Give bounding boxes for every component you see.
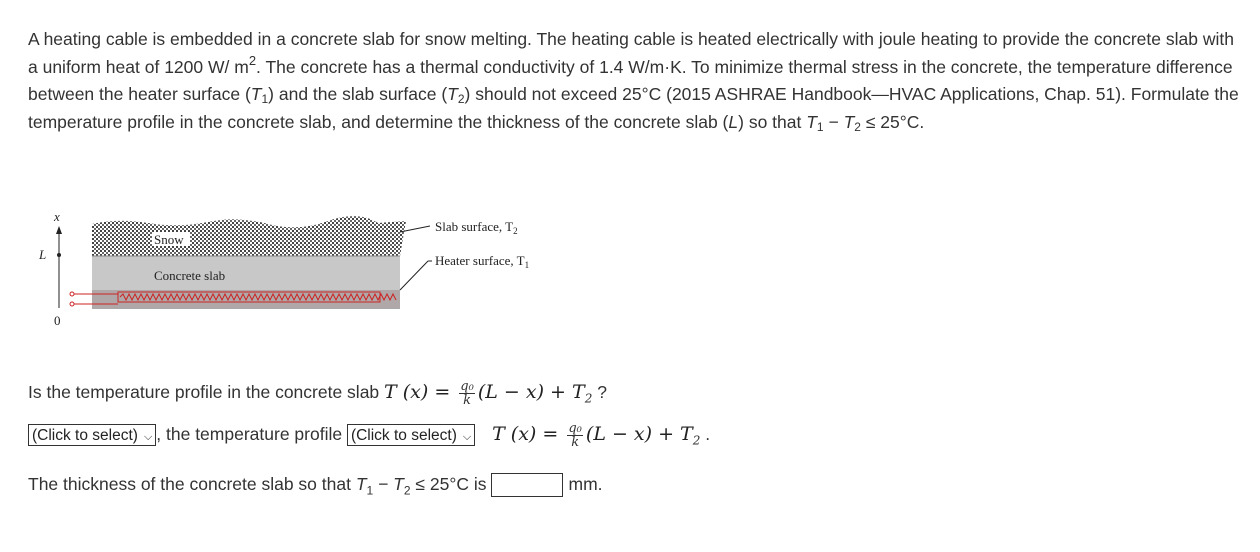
unit-exponent: 2 xyxy=(248,52,257,68)
problem-text-2: . The concrete has a thermal conductivity of 1.4 W/m·K. To minimize thermal stress in the concrete, the temperature difference between the heater surface ( xyxy=(28,56,1233,104)
question-2-middle: , the temperature profile xyxy=(156,424,347,444)
answer-select-2-value: (Click to select) xyxy=(350,427,457,445)
heater-surface-label: Heater surface, $T_1$ xyxy=(435,253,530,270)
x-axis-label: x xyxy=(54,210,60,224)
zero-axis-label: 0 xyxy=(54,313,61,328)
question-3-rest: ≤ 25°C is xyxy=(410,474,487,494)
cond-minus: − xyxy=(823,111,844,132)
l-variable: L xyxy=(728,111,739,132)
question-3-t2-subscript: 2 xyxy=(403,483,411,498)
snow-layer xyxy=(92,216,406,256)
question-3-t1-subscript: 1 xyxy=(366,483,374,498)
t1-variable: T xyxy=(250,84,262,104)
question-1-lhs: T (x) = xyxy=(384,381,457,403)
t2-variable: T xyxy=(447,84,458,104)
question-3-prefix: The thickness of the concrete slab so that xyxy=(28,474,356,494)
question-3-minus: − xyxy=(373,474,394,494)
l-axis-label: L xyxy=(39,247,47,262)
question-2-suffix: . xyxy=(700,424,711,444)
cond-t2: T xyxy=(843,111,855,132)
l-tick-dot xyxy=(57,253,61,257)
question-3-t2: T xyxy=(393,474,404,494)
question-2 xyxy=(28,420,710,448)
x-axis-arrow-icon xyxy=(56,226,62,234)
problem-statement xyxy=(28,26,1243,136)
problem-text-1: A heating cable is embedded in a concrete slab for snow melting. The heating cable is heated electrically with joule heating to provide the concrete slab with a uniform heat of 1200 W/ m xyxy=(28,29,1234,77)
question-1-fraction xyxy=(459,380,475,407)
question-2-lhs: T (x) = xyxy=(492,423,565,445)
fraction-denominator: k xyxy=(571,434,580,450)
cond-t1-subscript: 1 xyxy=(816,119,824,134)
terminal-bottom-icon xyxy=(70,302,74,306)
slab-diagram-svg xyxy=(28,210,588,340)
answer-select-1-value: (Click to select) xyxy=(32,427,138,445)
concrete-slab-label: Concrete slab xyxy=(154,268,226,283)
question-3-t1: T xyxy=(355,474,367,494)
slab-surface-label: Slab surface, $T_2$ xyxy=(435,219,518,236)
problem-text-5: ) so that xyxy=(738,111,807,132)
snow-label: Snow xyxy=(154,232,184,247)
question-2-fraction xyxy=(567,422,583,449)
thickness-unit: mm. xyxy=(568,474,603,494)
fraction-numerator: q₀ xyxy=(568,420,582,436)
fraction-numerator: q₀ xyxy=(460,378,474,394)
answer-select-1[interactable] xyxy=(28,424,156,446)
problem-text-4: ) should not exceed 25°C (2015 ASHRAE Handbook—HVAC Applications, Chap. 51). Formulate the temperature profile in the concrete slab, and determine the thickness of the concrete slab ( xyxy=(28,84,1239,132)
question-1-rhs-subscript: 2 xyxy=(584,391,593,406)
problem-text-3: ) and the slab surface ( xyxy=(268,84,448,104)
fraction-denominator: k xyxy=(463,392,472,408)
question-3 xyxy=(28,470,603,498)
t1-subscript: 1 xyxy=(261,92,269,106)
slab-diagram xyxy=(28,210,588,340)
terminal-top-icon xyxy=(70,292,74,296)
question-2-rhs: (L − x) + T xyxy=(585,423,693,445)
question-1-suffix: ? xyxy=(592,382,607,402)
t2-subscript: 2 xyxy=(457,92,465,106)
chevron-down-icon: ⌵ xyxy=(143,431,153,444)
heater-surface-leader xyxy=(400,261,428,290)
answer-select-2[interactable] xyxy=(347,424,475,446)
question-1-prefix: Is the temperature profile in the concrete slab xyxy=(28,382,385,402)
cond-rest: ≤ 25°C. xyxy=(860,111,925,132)
cond-t1: T xyxy=(806,111,817,132)
chevron-down-icon: ⌵ xyxy=(462,431,472,444)
question-2-rhs-subscript: 2 xyxy=(692,433,701,448)
thickness-input[interactable] xyxy=(491,473,563,497)
question-1 xyxy=(28,372,607,412)
cond-t2-subscript: 2 xyxy=(854,119,861,134)
question-1-rhs: (L − x) + T xyxy=(477,381,585,403)
